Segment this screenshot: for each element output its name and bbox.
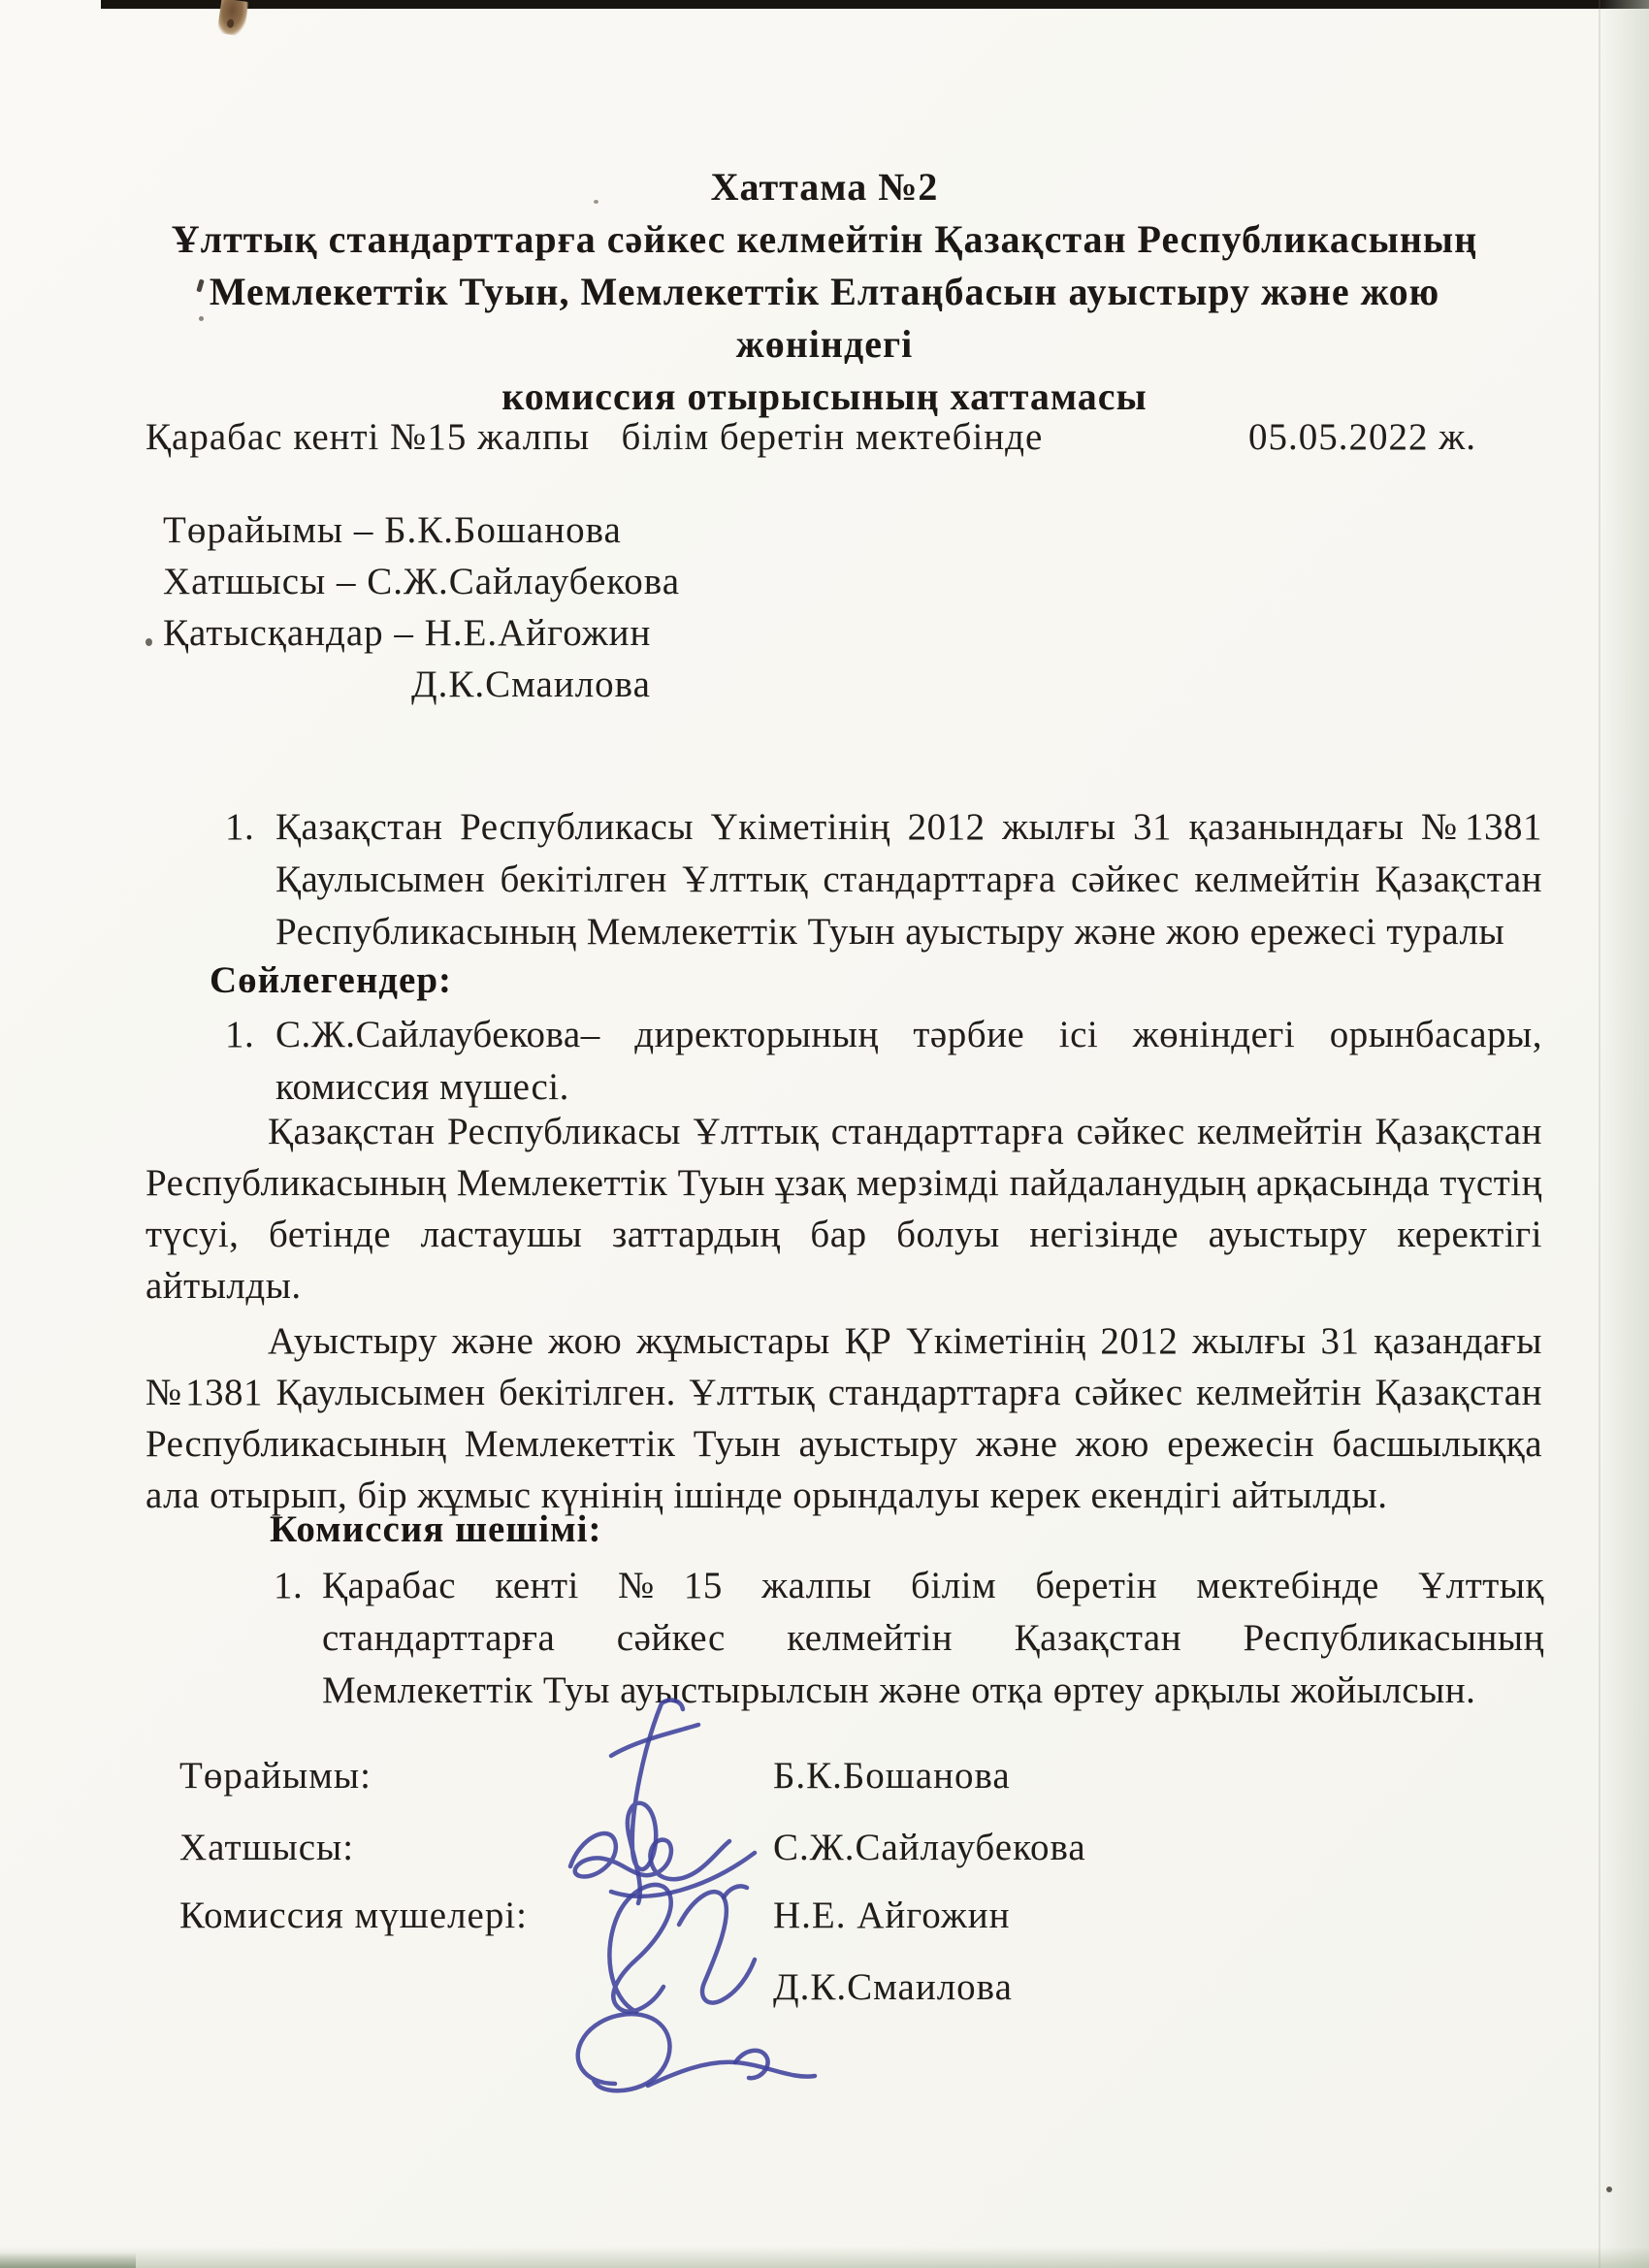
- signature-name: Н.Е. Айгожин: [773, 1895, 1011, 1936]
- agenda-item: [225, 801, 1542, 958]
- scan-speck: [146, 638, 152, 646]
- decision-item-text: Қарабас кенті №15 жалпы білім беретін мектебінде Ұлттық стандарттарға сәйкес келмейтін Қазақстан Республикасының Мемлекеттік Туы ауыстырылсын және отқа өртеу арқылы жойылсын.: [322, 1565, 1544, 1711]
- page-edge-shadow-right: [1599, 0, 1649, 2268]
- title-line-3: Мемлекеттік Туын, Мемлекеттік Елтаңбасын ауыстыру және жою жөніндегі: [209, 270, 1440, 366]
- decision-item: [274, 1560, 1544, 1717]
- scan-speck: [1606, 2187, 1612, 2192]
- location-text: Қарабас кенті №15 жалпы білім беретін мектебінде: [146, 416, 1044, 458]
- page-corner-smudge: [0, 2252, 136, 2268]
- speaker-item-number: 1.: [225, 1014, 255, 1055]
- speakers-heading: Сөйлегендер:: [210, 959, 453, 1001]
- location-date-row: [146, 415, 1476, 459]
- signature-label: Хатшысы:: [179, 1827, 355, 1868]
- decision-heading: Комиссия шешімі:: [270, 1508, 602, 1550]
- speech-paragraph-1: Қазақстан Республикасы Ұлттық стандарттарға сәйкес келмейтін Қазақстан Республикасының Мемлекеттік Туын ұзақ мерзімді пайдаланудың арқасында түстің түсуі, бетінде ластаушы заттардың бар болуы негізінде ауыстыру керектігі айтылды.: [146, 1111, 1542, 1307]
- speech-paragraph-2: Ауыстыру және жою жұмыстары ҚР Үкіметінің 2012 жылғы 31 қазандағы №1381 Қаулысымен бекітілген. Ұлттық стандарттарға сәйкес келмейтін Қазақстан Республикасының Мемлекеттік Туын ауыстыру және жою ережесін басшылыққа ала отырып, бір жұмыс күнінің ішінде орындалуы керек екендігі айтылды.: [146, 1320, 1542, 1516]
- signature-name: Д.К.Смаилова: [773, 1966, 1013, 2008]
- title-line-2: Ұлттық стандарттарға сәйкес келмейтін Қазақстан Республикасының: [171, 217, 1478, 261]
- title-line-4: комиссия отырысының хаттамасы: [501, 374, 1148, 418]
- official-secretary: Хатшысы – С.Ж.Сайлаубекова: [163, 561, 680, 602]
- staple-mark-artifact: [217, 0, 249, 37]
- signature-label: Комиссия мүшелері:: [179, 1895, 529, 1936]
- signature-name: Б.К.Бошанова: [773, 1755, 1011, 1797]
- decision-item-number: 1.: [274, 1565, 304, 1606]
- speaker-item-text: С.Ж.Сайлаубекова– директорының тәрбие ісі жөніндегі орынбасары, комиссия мүшесі.: [275, 1014, 1542, 1108]
- document-title: [126, 161, 1523, 423]
- official-participant-2: Д.К.Смаилова: [411, 664, 651, 705]
- scan-edge-artifact: [101, 0, 1649, 9]
- agenda-item-number: 1.: [225, 806, 255, 848]
- agenda-item-text: Қазақстан Республикасы Үкіметінің 2012 жылғы 31 қазанындағы №1381 Қаулысымен бекітілген Ұлттық стандарттарға сәйкес келмейтін Қазақстан Республикасының Мемлекеттік Туын ауыстыру және жою ережесі туралы: [275, 806, 1542, 953]
- speaker-item: [225, 1009, 1542, 1114]
- official-participants: Қатысқандар – Н.Е.Айгожин: [163, 612, 652, 654]
- signature-name: С.Ж.Сайлаубекова: [773, 1827, 1086, 1868]
- title-line-1: Хаттама №2: [710, 165, 939, 209]
- official-chairwoman: Төрайымы – Б.К.Бошанова: [163, 509, 622, 551]
- officials-list: [163, 504, 680, 710]
- date-text: 05.05.2022 ж.: [1248, 416, 1476, 458]
- signature-ink-member-2: [551, 1991, 842, 2136]
- page-edge-shadow-bottom: [0, 2247, 1649, 2268]
- signature-label: Төрайымы:: [179, 1755, 372, 1797]
